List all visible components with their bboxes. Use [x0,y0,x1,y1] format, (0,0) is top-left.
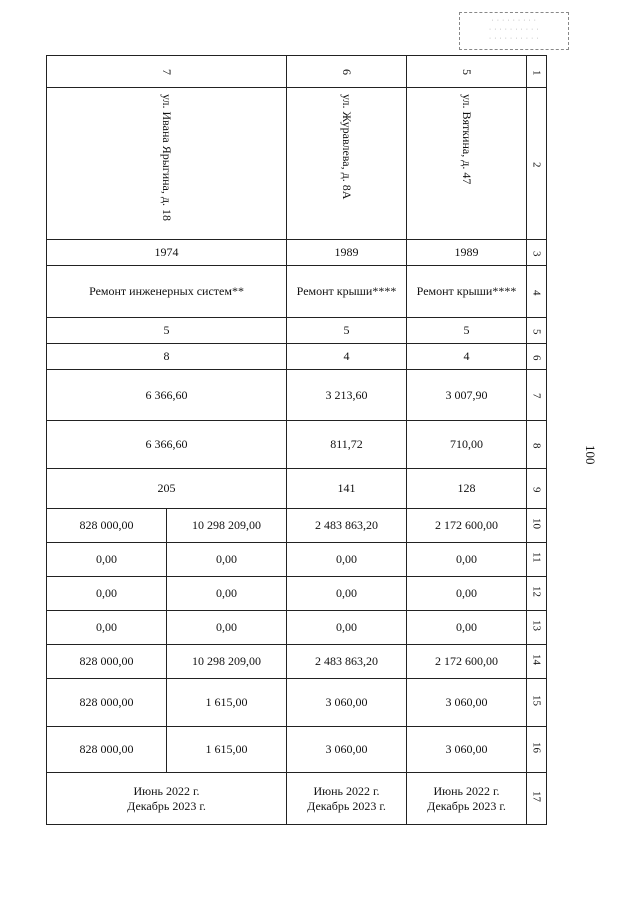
col-b-r6: 4 [287,344,407,370]
col-a-r12-right: 0,00 [167,577,287,611]
col-a-r5: 5 [47,318,287,344]
col-b-number: 6 [287,56,407,88]
table-row [47,421,547,469]
table-row [47,577,547,611]
row-number: 7 [527,370,547,421]
table-row [47,611,547,645]
table-row [47,679,547,727]
table-row [47,56,547,88]
col-b-work: Ремонт крыши**** [287,266,407,318]
col-c-year: 1989 [407,240,527,266]
page-number: 100 [583,445,598,465]
col-b-r10: 2 483 863,20 [287,509,407,543]
col-a-year: 1974 [47,240,287,266]
col-c-r14: 2 172 600,00 [407,645,527,679]
row-number: 16 [527,727,547,773]
table-row [47,318,547,344]
period-end: Декабрь 2023 г. [427,798,506,813]
table-row [47,509,547,543]
col-b-r8: 811,72 [287,421,407,469]
col-a-r11-left: 0,00 [47,543,167,577]
col-a-address: ул. Ивана Ярыгина, д. 18 [47,88,287,240]
col-a-r6: 8 [47,344,287,370]
col-c-r8: 710,00 [407,421,527,469]
col-a-work: Ремонт инженерных систем** [47,266,287,318]
col-a-r15-left: 828 000,00 [47,679,167,727]
col-b-r14: 2 483 863,20 [287,645,407,679]
row-number: 4 [527,266,547,318]
col-c-r5: 5 [407,318,527,344]
col-b-r7: 3 213,60 [287,370,407,421]
registration-stamp [459,12,569,50]
table-row [47,645,547,679]
row-number: 8 [527,421,547,469]
col-b-r13: 0,00 [287,611,407,645]
row-number: 3 [527,240,547,266]
row-number: 2 [527,88,547,240]
period-end: Декабрь 2023 г. [307,798,386,813]
row-number: 10 [527,509,547,543]
table-row [47,469,547,509]
table-row [47,370,547,421]
col-b-period [287,773,407,825]
col-b-r11: 0,00 [287,543,407,577]
col-b-address: ул. Журавлева, д. 8А [287,88,407,240]
col-c-r9: 128 [407,469,527,509]
col-a-r10-left: 828 000,00 [47,509,167,543]
col-b-r9: 141 [287,469,407,509]
col-c-r11: 0,00 [407,543,527,577]
stamp-line: · · · · · · · · · · [488,35,540,42]
col-a-r13-left: 0,00 [47,611,167,645]
col-c-period [407,773,527,825]
col-c-r10: 2 172 600,00 [407,509,527,543]
table-row [47,727,547,773]
row-number: 11 [527,543,547,577]
col-a-r16-right: 1 615,00 [167,727,287,773]
period-end: Декабрь 2023 г. [127,798,206,813]
col-c-address: ул. Вяткина, д. 47 [407,88,527,240]
col-a-period [47,773,287,825]
col-b-r5: 5 [287,318,407,344]
col-a-r7: 6 366,60 [47,370,287,421]
col-a-r12-left: 0,00 [47,577,167,611]
stamp-line: · · · · · · · · · · [488,26,540,33]
col-a-r15-right: 1 615,00 [167,679,287,727]
col-c-r12: 0,00 [407,577,527,611]
col-a-r13-right: 0,00 [167,611,287,645]
row-number: 15 [527,679,547,727]
col-a-number: 7 [47,56,287,88]
col-a-r11-right: 0,00 [167,543,287,577]
col-c-r13: 0,00 [407,611,527,645]
row-number: 6 [527,344,547,370]
col-a-r16-left: 828 000,00 [47,727,167,773]
col-c-r15: 3 060,00 [407,679,527,727]
period-start: Июнь 2022 г. [133,783,200,798]
table-row [47,240,547,266]
col-b-r16: 3 060,00 [287,727,407,773]
col-c-number: 5 [407,56,527,88]
row-number: 17 [527,773,547,825]
col-a-r14-left: 828 000,00 [47,645,167,679]
col-c-r7: 3 007,90 [407,370,527,421]
repair-schedule-table [46,55,547,825]
row-number: 13 [527,611,547,645]
table-row [47,344,547,370]
col-a-r10-right: 10 298 209,00 [167,509,287,543]
col-a-r9: 205 [47,469,287,509]
row-number: 14 [527,645,547,679]
col-c-r16: 3 060,00 [407,727,527,773]
col-b-r15: 3 060,00 [287,679,407,727]
period-start: Июнь 2022 г. [433,783,500,798]
table-row [47,266,547,318]
period-start: Июнь 2022 г. [313,783,380,798]
row-number: 9 [527,469,547,509]
col-b-r12: 0,00 [287,577,407,611]
table-row [47,88,547,240]
table-row [47,773,547,825]
col-a-r14-right: 10 298 209,00 [167,645,287,679]
stamp-line: · · · · · · · · · [491,17,537,24]
row-number: 1 [527,56,547,88]
table-row [47,543,547,577]
col-a-r8: 6 366,60 [47,421,287,469]
row-number: 12 [527,577,547,611]
row-number: 5 [527,318,547,344]
col-b-year: 1989 [287,240,407,266]
col-c-work: Ремонт крыши**** [407,266,527,318]
col-c-r6: 4 [407,344,527,370]
